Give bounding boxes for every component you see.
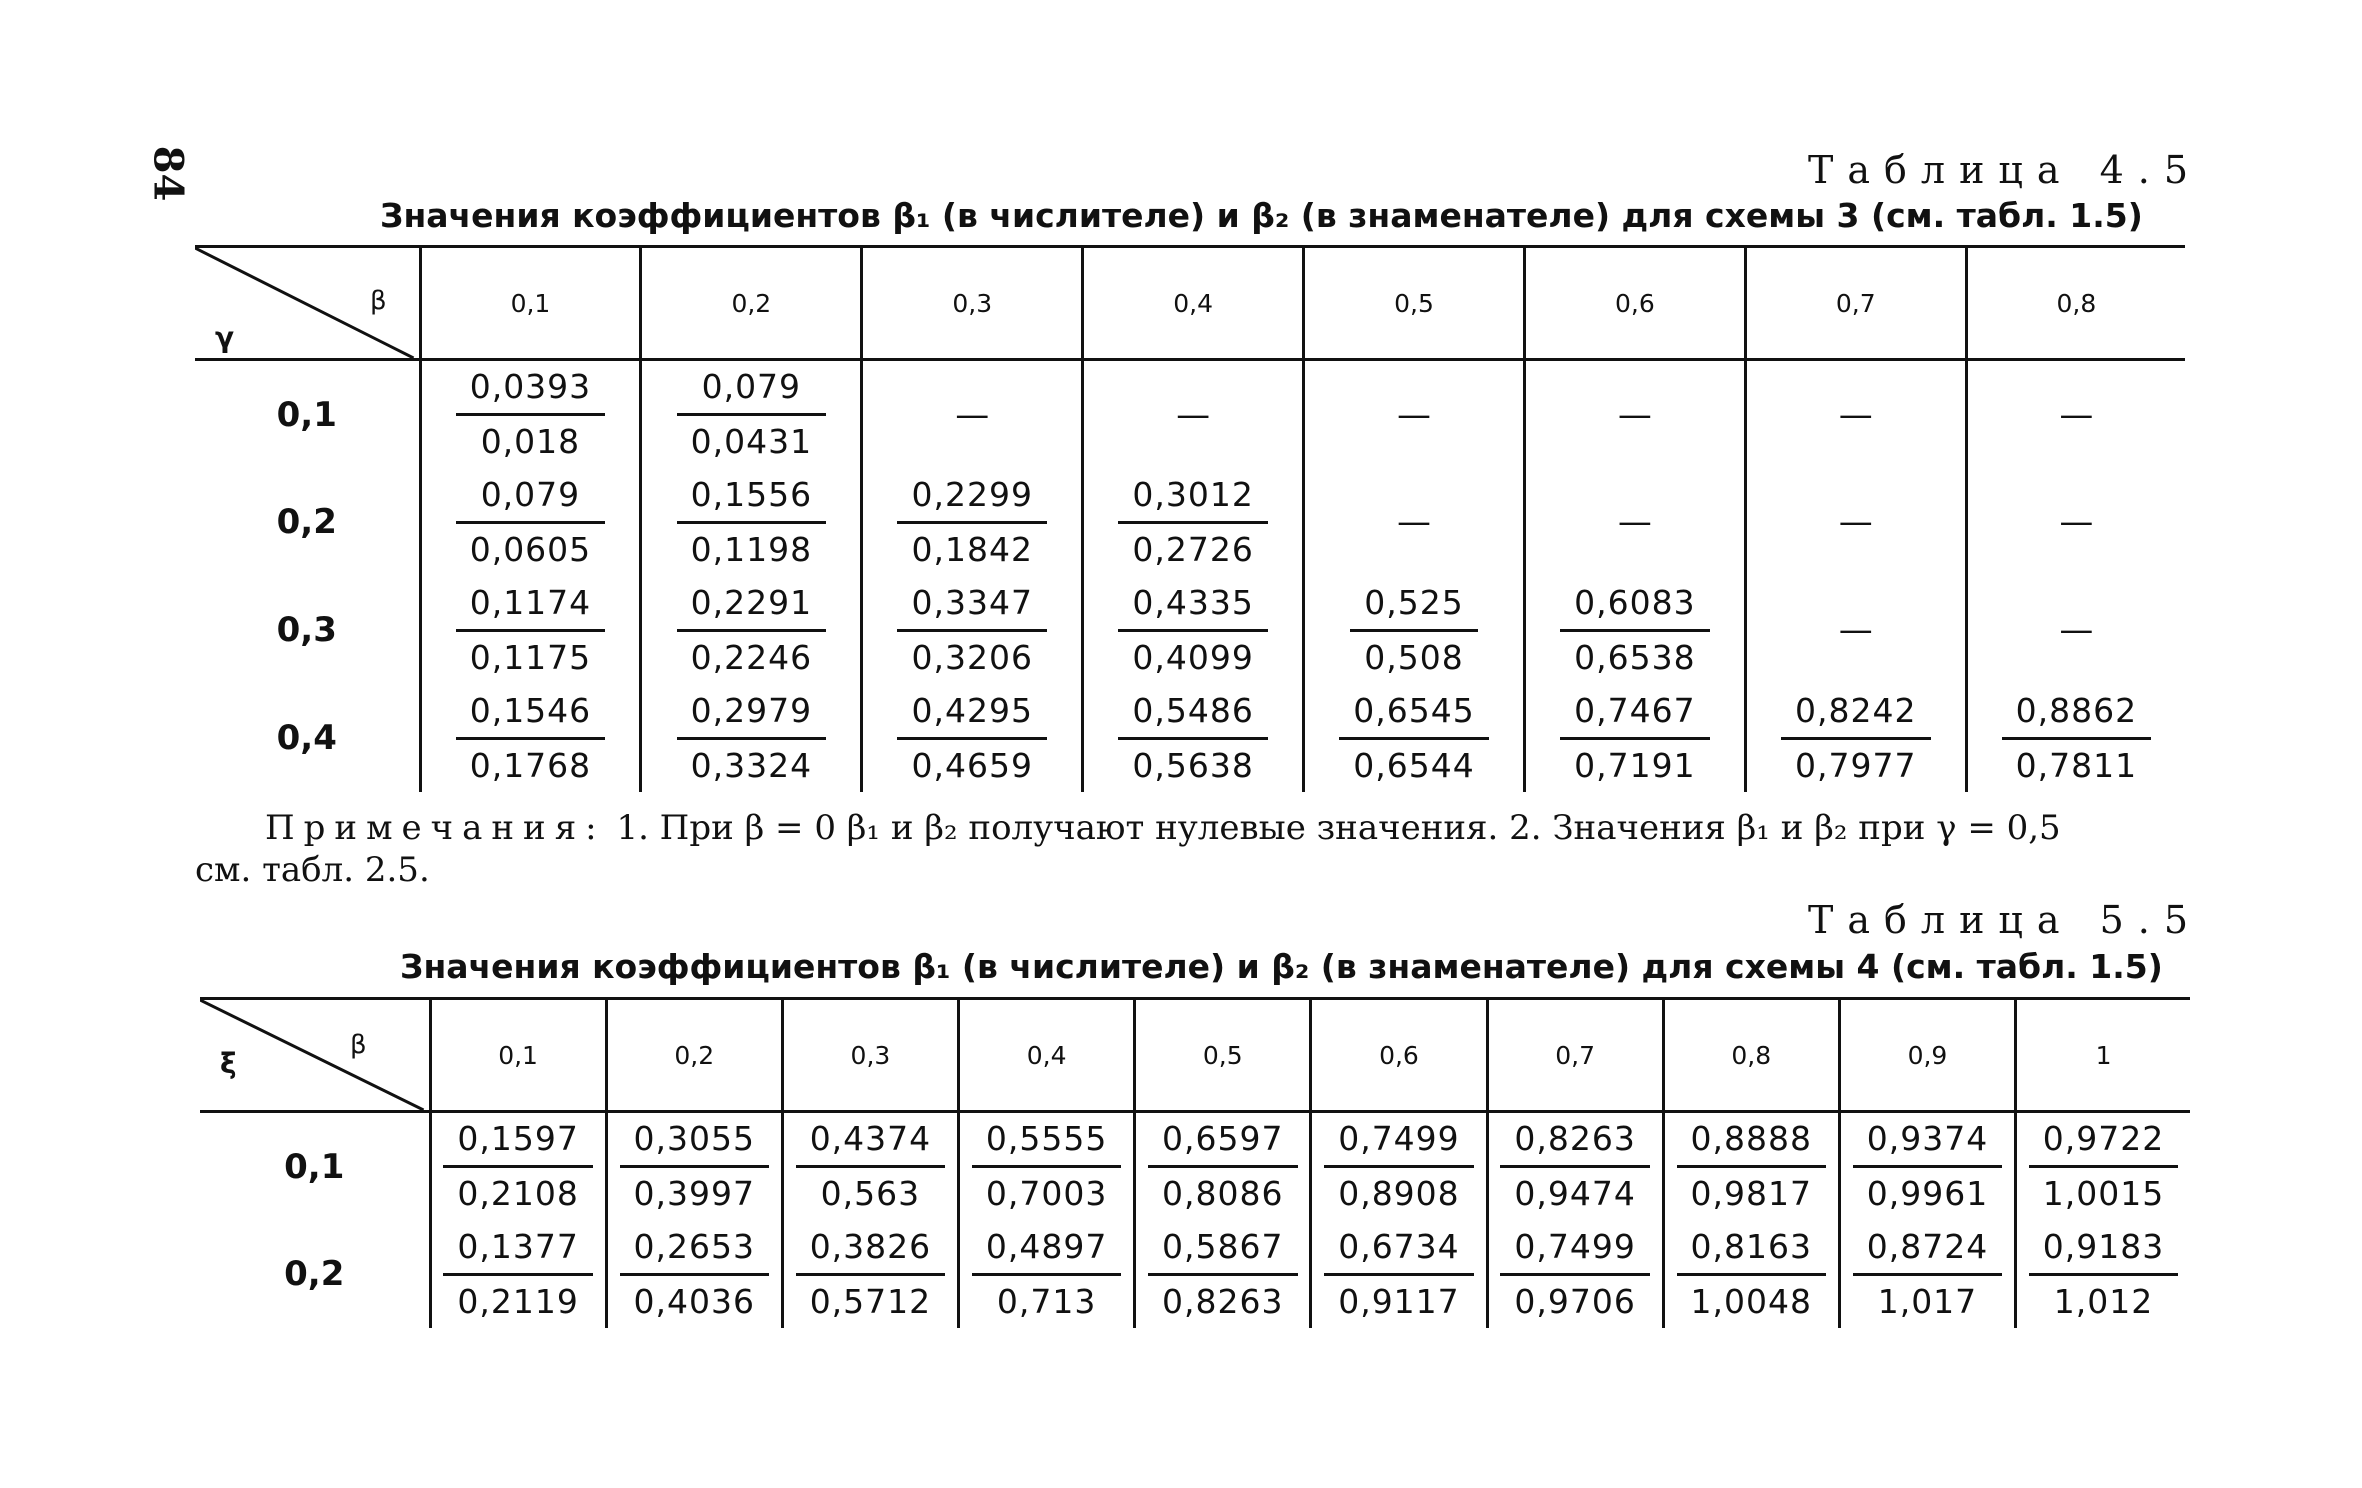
table1-label: Таблица 4.5 bbox=[1808, 148, 2202, 192]
table1-cell bbox=[862, 468, 1083, 576]
fraction bbox=[456, 469, 605, 576]
table1-col-header: 0,6 bbox=[1524, 247, 1745, 360]
table1-cell bbox=[420, 576, 641, 684]
table1-cell bbox=[1304, 468, 1525, 576]
denominator-beta2: 0,2108 bbox=[457, 1174, 579, 1213]
fraction bbox=[2029, 1221, 2178, 1328]
numerator-beta1: 0,4295 bbox=[897, 685, 1046, 740]
numerator-beta1: 0,2291 bbox=[677, 577, 826, 632]
numerator-beta1: 0,0393 bbox=[456, 361, 605, 416]
fraction bbox=[1560, 685, 1709, 792]
table1-cell bbox=[1966, 468, 2185, 576]
table1-cell bbox=[641, 360, 862, 469]
numerator-beta1: 0,7467 bbox=[1560, 685, 1709, 740]
denominator-beta2: 1,017 bbox=[1877, 1281, 1978, 1321]
numerator-beta1: 0,4335 bbox=[1118, 577, 1267, 632]
dash: — bbox=[2059, 394, 2094, 435]
denominator-beta2: 1,0048 bbox=[1690, 1281, 1813, 1321]
table2-cell bbox=[782, 1220, 958, 1328]
table1-cell bbox=[1745, 468, 1966, 576]
denominator-beta2: 0,7977 bbox=[1795, 745, 1917, 785]
numerator-beta1: 0,079 bbox=[677, 361, 826, 416]
fraction bbox=[443, 1113, 592, 1220]
denominator-beta2: 0,2246 bbox=[690, 637, 813, 677]
table2 bbox=[200, 997, 2190, 1328]
numerator-beta1: 0,5486 bbox=[1118, 685, 1267, 740]
fraction bbox=[972, 1221, 1121, 1328]
table2-col-header: 0,3 bbox=[782, 999, 958, 1112]
denominator-beta2: 0,5712 bbox=[809, 1281, 932, 1321]
table2-cell bbox=[2016, 1220, 2190, 1328]
denominator-beta2: 0,2119 bbox=[457, 1281, 579, 1321]
denominator-beta2: 0,7003 bbox=[985, 1174, 1108, 1213]
denominator-beta2: 0,508 bbox=[1364, 637, 1464, 677]
numerator-beta1: 0,3826 bbox=[796, 1221, 945, 1276]
table2-row bbox=[200, 1220, 2190, 1328]
denominator-beta2: 0,4036 bbox=[633, 1281, 755, 1321]
dash: — bbox=[955, 394, 990, 435]
table1-row-label: 0,1 bbox=[276, 394, 337, 435]
table2-caption: Значения коэффициентов β₁ (в числителе) и β₂ (в знаменателе) для схемы 4 (см. табл. 1.5) bbox=[400, 947, 2163, 986]
numerator-beta1: 0,4897 bbox=[972, 1221, 1121, 1276]
table1-col-header: 0,8 bbox=[1966, 247, 2185, 360]
table1-col-header: 0,2 bbox=[641, 247, 862, 360]
table1-cell bbox=[1966, 576, 2185, 684]
fraction bbox=[443, 1221, 592, 1328]
table2-cell bbox=[1487, 1112, 1663, 1221]
table2-col-header: 0,2 bbox=[606, 999, 782, 1112]
table1-row bbox=[195, 468, 2185, 576]
numerator-beta1: 0,1546 bbox=[456, 685, 605, 740]
fraction bbox=[1118, 685, 1267, 792]
table2-cell bbox=[1663, 1220, 1839, 1328]
note-heading: Примечания: bbox=[265, 808, 606, 848]
fraction bbox=[1853, 1113, 2002, 1220]
table1-cell bbox=[862, 576, 1083, 684]
note-line2: см. табл. 2.5. bbox=[195, 850, 430, 890]
numerator-beta1: 0,9183 bbox=[2029, 1221, 2178, 1276]
table1-corner-row: γ bbox=[215, 321, 235, 354]
fraction bbox=[1118, 577, 1267, 684]
denominator-beta2: 0,9817 bbox=[1690, 1174, 1813, 1213]
table2-row bbox=[200, 1112, 2190, 1221]
dash: — bbox=[1617, 502, 1652, 542]
table1-cell bbox=[1745, 360, 1966, 469]
denominator-beta2: 0,1842 bbox=[911, 529, 1033, 569]
numerator-beta1: 0,3012 bbox=[1118, 469, 1267, 524]
fraction bbox=[1677, 1113, 1826, 1220]
fraction bbox=[897, 469, 1046, 576]
table2-label: Таблица 5.5 bbox=[1808, 898, 2202, 942]
table1-corner bbox=[195, 247, 420, 360]
table1-col-header: 0,5 bbox=[1304, 247, 1525, 360]
table1-cell bbox=[420, 684, 641, 792]
numerator-beta1: 0,1174 bbox=[456, 577, 605, 632]
table1-cell bbox=[1083, 684, 1304, 792]
table2-cell bbox=[1311, 1112, 1487, 1221]
denominator-beta2: 0,4659 bbox=[911, 745, 1033, 785]
table1-caption: Значения коэффициентов β₁ (в числителе) и β₂ (в знаменателе) для схемы 3 (см. табл. 1.5) bbox=[380, 196, 2143, 235]
table2-cell bbox=[430, 1220, 606, 1328]
table2-cell bbox=[959, 1112, 1135, 1221]
numerator-beta1: 0,4374 bbox=[796, 1113, 945, 1168]
dash: — bbox=[1176, 394, 1211, 435]
table2-cell bbox=[1839, 1220, 2015, 1328]
denominator-beta2: 0,8908 bbox=[1338, 1174, 1460, 1213]
denominator-beta2: 0,3997 bbox=[633, 1174, 755, 1213]
denominator-beta2: 0,8086 bbox=[1162, 1174, 1284, 1213]
table2-corner-row: ξ bbox=[220, 1047, 237, 1080]
numerator-beta1: 0,6545 bbox=[1339, 685, 1488, 740]
dash: — bbox=[2059, 610, 2094, 650]
table1-cell bbox=[420, 360, 641, 469]
fraction bbox=[620, 1113, 769, 1220]
denominator-beta2: 0,8263 bbox=[1162, 1281, 1284, 1321]
table1-row-label: 0,2 bbox=[276, 502, 337, 542]
table1-cell bbox=[1745, 576, 1966, 684]
table1-cell bbox=[1966, 684, 2185, 792]
table1-row bbox=[195, 684, 2185, 792]
fraction bbox=[1148, 1113, 1297, 1220]
fraction bbox=[972, 1113, 1121, 1220]
table1-row bbox=[195, 576, 2185, 684]
dash: — bbox=[1397, 394, 1431, 435]
table1-col-header: 0,3 bbox=[862, 247, 1083, 360]
table2-cell bbox=[430, 1112, 606, 1221]
numerator-beta1: 0,9374 bbox=[1853, 1113, 2002, 1168]
fraction bbox=[677, 685, 826, 792]
denominator-beta2: 0,1198 bbox=[690, 529, 813, 569]
table1-cell bbox=[1524, 576, 1745, 684]
dash: — bbox=[1397, 502, 1431, 542]
note-line1: 1. При β = 0 β₁ и β₂ получают нулевые значения. 2. Значения β₁ и β₂ при γ = 0,5 bbox=[616, 808, 2061, 848]
table1-note bbox=[265, 808, 2061, 848]
fraction bbox=[1118, 469, 1267, 576]
numerator-beta1: 0,8263 bbox=[1500, 1113, 1649, 1168]
denominator-beta2: 0,1175 bbox=[469, 637, 592, 677]
numerator-beta1: 0,079 bbox=[456, 469, 605, 524]
denominator-beta2: 0,2726 bbox=[1132, 529, 1254, 569]
numerator-beta1: 0,3347 bbox=[897, 577, 1046, 632]
table1-row bbox=[195, 360, 2185, 469]
table2-cell bbox=[1663, 1112, 1839, 1221]
denominator-beta2: 0,563 bbox=[820, 1174, 921, 1213]
table1-cell bbox=[1304, 684, 1525, 792]
dash: — bbox=[1838, 610, 1873, 650]
numerator-beta1: 0,5555 bbox=[972, 1113, 1121, 1168]
numerator-beta1: 0,1377 bbox=[443, 1221, 592, 1276]
fraction bbox=[2002, 685, 2151, 792]
table2-col-header: 0,5 bbox=[1135, 999, 1311, 1112]
fraction bbox=[456, 361, 605, 468]
denominator-beta2: 0,7191 bbox=[1574, 745, 1696, 785]
denominator-beta2: 0,3324 bbox=[690, 745, 813, 785]
table1-cell bbox=[862, 360, 1083, 469]
numerator-beta1: 0,7499 bbox=[1324, 1113, 1473, 1168]
fraction bbox=[1677, 1221, 1826, 1328]
numerator-beta1: 0,2653 bbox=[620, 1221, 769, 1276]
table2-cell bbox=[782, 1112, 958, 1221]
fraction bbox=[677, 469, 826, 576]
dash: — bbox=[1617, 394, 1652, 435]
numerator-beta1: 0,8888 bbox=[1677, 1113, 1826, 1168]
numerator-beta1: 0,8163 bbox=[1677, 1221, 1826, 1276]
numerator-beta1: 0,8242 bbox=[1781, 685, 1930, 740]
table1-cell bbox=[641, 684, 862, 792]
table1-col-header: 0,7 bbox=[1745, 247, 1966, 360]
denominator-beta2: 0,0431 bbox=[690, 422, 813, 461]
table1-cell bbox=[1524, 684, 1745, 792]
numerator-beta1: 0,8724 bbox=[1853, 1221, 2002, 1276]
table2-col-header: 0,1 bbox=[430, 999, 606, 1112]
denominator-beta2: 1,0015 bbox=[2042, 1174, 2165, 1213]
table2-col-header: 0,4 bbox=[959, 999, 1135, 1112]
denominator-beta2: 0,7811 bbox=[2015, 745, 2138, 785]
table1-corner-col: β bbox=[370, 286, 387, 316]
fraction bbox=[796, 1221, 945, 1328]
numerator-beta1: 0,6597 bbox=[1148, 1113, 1297, 1168]
table1-cell bbox=[862, 684, 1083, 792]
table2-row-label: 0,1 bbox=[284, 1146, 345, 1187]
fraction bbox=[1500, 1113, 1649, 1220]
denominator-beta2: 0,9117 bbox=[1338, 1281, 1460, 1321]
table1-cell bbox=[1524, 360, 1745, 469]
fraction bbox=[1781, 685, 1930, 792]
denominator-beta2: 0,6544 bbox=[1353, 745, 1475, 785]
table1-cell bbox=[641, 576, 862, 684]
table1-header-row bbox=[195, 247, 2185, 360]
numerator-beta1: 0,1556 bbox=[677, 469, 826, 524]
denominator-beta2: 0,9474 bbox=[1514, 1174, 1636, 1213]
table1-cell bbox=[1304, 360, 1525, 469]
denominator-beta2: 0,9706 bbox=[1514, 1281, 1636, 1321]
table1-cell bbox=[1524, 468, 1745, 576]
table1-cell bbox=[420, 468, 641, 576]
table2-cell bbox=[959, 1220, 1135, 1328]
table1-row-label: 0,4 bbox=[276, 718, 337, 758]
fraction bbox=[677, 361, 826, 468]
table1-row-label: 0,3 bbox=[276, 610, 337, 650]
table1-cell bbox=[641, 468, 862, 576]
page-number: 84 bbox=[144, 145, 192, 202]
dash: — bbox=[2059, 502, 2094, 542]
table2-cell bbox=[606, 1220, 782, 1328]
denominator-beta2: 0,0605 bbox=[469, 529, 592, 569]
dash: — bbox=[1838, 394, 1873, 435]
table2-cell bbox=[1135, 1112, 1311, 1221]
fraction bbox=[456, 685, 605, 792]
table1-cell bbox=[1083, 468, 1304, 576]
numerator-beta1: 0,8862 bbox=[2002, 685, 2151, 740]
table2-col-header: 0,6 bbox=[1311, 999, 1487, 1112]
dash: — bbox=[1838, 502, 1873, 542]
table2-col-header: 0,7 bbox=[1487, 999, 1663, 1112]
table2-col-header: 0,8 bbox=[1663, 999, 1839, 1112]
fraction bbox=[677, 577, 826, 684]
fraction bbox=[897, 685, 1046, 792]
table1-col-header: 0,4 bbox=[1083, 247, 1304, 360]
numerator-beta1: 0,525 bbox=[1350, 577, 1477, 632]
fraction bbox=[2029, 1113, 2178, 1220]
table2-header-row bbox=[200, 999, 2190, 1112]
table1-cell bbox=[1745, 684, 1966, 792]
numerator-beta1: 0,9722 bbox=[2029, 1113, 2178, 1168]
table2-cell bbox=[1839, 1112, 2015, 1221]
numerator-beta1: 0,3055 bbox=[620, 1113, 769, 1168]
table2-col-header: 1 bbox=[2016, 999, 2190, 1112]
table2-cell bbox=[2016, 1112, 2190, 1221]
fraction bbox=[620, 1221, 769, 1328]
table1 bbox=[195, 245, 2185, 792]
fraction bbox=[1324, 1113, 1473, 1220]
fraction bbox=[1350, 577, 1477, 684]
fraction bbox=[1853, 1221, 2002, 1328]
table2-corner bbox=[200, 999, 430, 1112]
numerator-beta1: 0,6083 bbox=[1560, 577, 1709, 632]
table2-corner-col: β bbox=[350, 1030, 367, 1060]
table1-col-header: 0,1 bbox=[420, 247, 641, 360]
table2-col-header: 0,9 bbox=[1839, 999, 2015, 1112]
numerator-beta1: 0,7499 bbox=[1500, 1221, 1649, 1276]
denominator-beta2: 0,713 bbox=[996, 1281, 1097, 1321]
denominator-beta2: 0,1768 bbox=[469, 745, 592, 785]
denominator-beta2: 0,3206 bbox=[911, 637, 1033, 677]
denominator-beta2: 0,6538 bbox=[1574, 637, 1696, 677]
table1-cell bbox=[1083, 360, 1304, 469]
table1-cell bbox=[1083, 576, 1304, 684]
fraction bbox=[1148, 1221, 1297, 1328]
fraction bbox=[897, 577, 1046, 684]
numerator-beta1: 0,2979 bbox=[677, 685, 826, 740]
fraction bbox=[1339, 685, 1488, 792]
table2-cell bbox=[1135, 1220, 1311, 1328]
table2-cell bbox=[606, 1112, 782, 1221]
table2-cell bbox=[1311, 1220, 1487, 1328]
fraction bbox=[1324, 1221, 1473, 1328]
table2-cell bbox=[1487, 1220, 1663, 1328]
numerator-beta1: 0,6734 bbox=[1324, 1221, 1473, 1276]
denominator-beta2: 0,018 bbox=[480, 422, 581, 461]
numerator-beta1: 0,5867 bbox=[1148, 1221, 1297, 1276]
denominator-beta2: 0,4099 bbox=[1132, 637, 1254, 677]
numerator-beta1: 0,1597 bbox=[443, 1113, 592, 1168]
fraction bbox=[1500, 1221, 1649, 1328]
table2-row-label: 0,2 bbox=[284, 1254, 345, 1294]
fraction bbox=[456, 577, 605, 684]
table1-cell bbox=[1304, 576, 1525, 684]
table1-cell bbox=[1966, 360, 2185, 469]
denominator-beta2: 0,5638 bbox=[1132, 745, 1254, 785]
denominator-beta2: 0,9961 bbox=[1866, 1174, 1989, 1213]
numerator-beta1: 0,2299 bbox=[897, 469, 1046, 524]
fraction bbox=[1560, 577, 1709, 684]
denominator-beta2: 1,012 bbox=[2053, 1281, 2154, 1321]
fraction bbox=[796, 1113, 945, 1220]
